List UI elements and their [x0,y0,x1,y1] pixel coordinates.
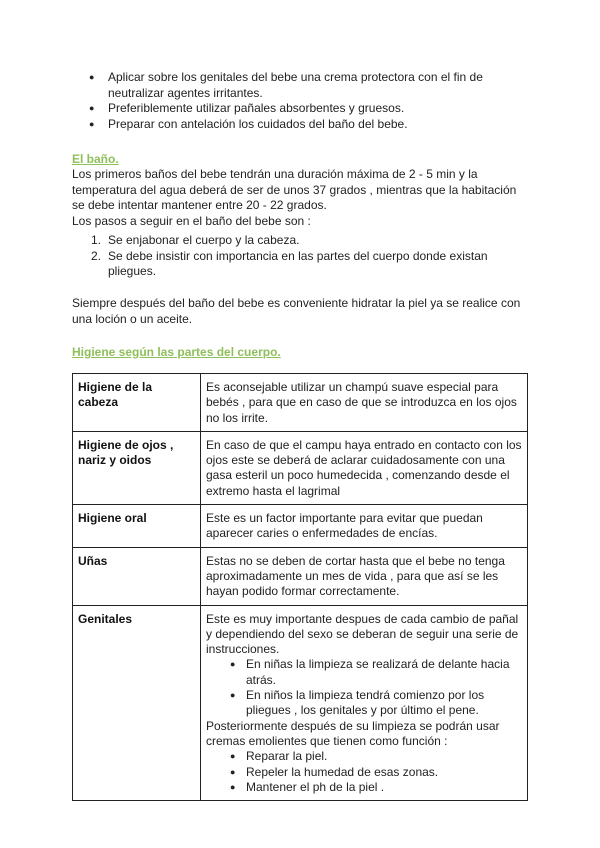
table-row [73,605,528,801]
table-row [73,505,528,548]
row-header: Uñas [73,547,201,605]
row-description: Este es un factor importante para evitar que puedan aparecer caries o enfermedades de encías. [201,505,528,548]
genitals-bullet-list [246,657,522,718]
genitals-intro: Este es muy importante despues de cada cambio de pañal y dependiendo del sexo se deberan de seguir una serie de instrucciones. [206,611,519,657]
table-row [73,547,528,605]
row-description: Estas no se deben de cortar hasta que el bebe no tenga aproximadamente un mes de vida , para que así se les hayan podido formar correctamente. [201,547,528,605]
bath-paragraph-block [72,167,532,229]
list-item: ● En niños la limpieza tendrá comienzo por los pliegues , los genitales y por último el pene. [246,688,522,719]
list-item: ● Reparar la piel. [246,749,522,764]
list-item: ● Preferiblemente utilizar pañales absorbentes y gruesos. [108,101,498,117]
row-description: En caso de que el campu haya entrado en contacto con los ojos este se deberá de aclarar cuidadosamente con una gasa esteril un poco humedecida , comenzando desde el extremo hasta el lagrimal [201,431,528,504]
list-item [91,248,508,280]
list-item [91,233,508,249]
table-row [73,431,528,504]
list-item: ● Mantener el ph de la piel . [246,780,522,795]
bath-steps-list [91,233,508,280]
row-header: Higiene oral [73,505,201,548]
hygiene-section-title: Higiene según las partes del cuerpo. [72,345,281,359]
step-text: Se enjabonar el cuerpo y la cabeza. [108,233,300,247]
hygiene-table [72,373,528,801]
bath-section-title: El baño. [72,152,119,166]
row-description: Es aconsejable utilizar un champú suave especial para bebés , para que en caso de que se introduzca en los ojos no los irrite. [201,374,528,432]
list-item: ● En niñas la limpieza se realizará de delante hacia atrás. [246,657,522,688]
genitals-after: Posteriormente después de su limpieza se podrán usar cremas emolientes que tienen como función : [206,718,500,748]
functions-bullet-list [246,749,522,795]
row-description [201,605,528,801]
table-row [73,374,528,432]
step-number: 2. [91,248,102,263]
row-header: Higiene de ojos , nariz y oidos [73,431,201,504]
row-header: Genitales [73,605,201,801]
list-item: ● Preparar con antelación los cuidados del baño del bebe. [108,117,498,133]
bath-after-paragraph: Siempre después del baño del bebe es conveniente hidratar la piel ya se realice con una loción o un aceite. [72,296,521,326]
list-item: ● Repeler la humedad de esas zonas. [246,765,522,780]
bath-paragraph: Los primeros baños del bebe tendrán una duración máxima de 2 - 5 min y la temperatura del agua deberá de ser de unos 37 grados , mientras que la habitación se debe intentar mantener entre 20 - 22 grados. [72,167,517,212]
intro-bullet-list [108,70,498,132]
bath-steps-intro: Los pasos a seguir en el baño del bebe son : [72,213,311,228]
step-number: 1. [91,233,102,247]
step-text: Se debe insistir con importancia en las partes del cuerpo donde existan pliegues. [108,248,488,278]
row-header: Higiene de la cabeza [73,374,201,432]
list-item: ● Aplicar sobre los genitales del bebe una crema protectora con el fin de neutralizar agentes irritantes. [108,70,498,101]
